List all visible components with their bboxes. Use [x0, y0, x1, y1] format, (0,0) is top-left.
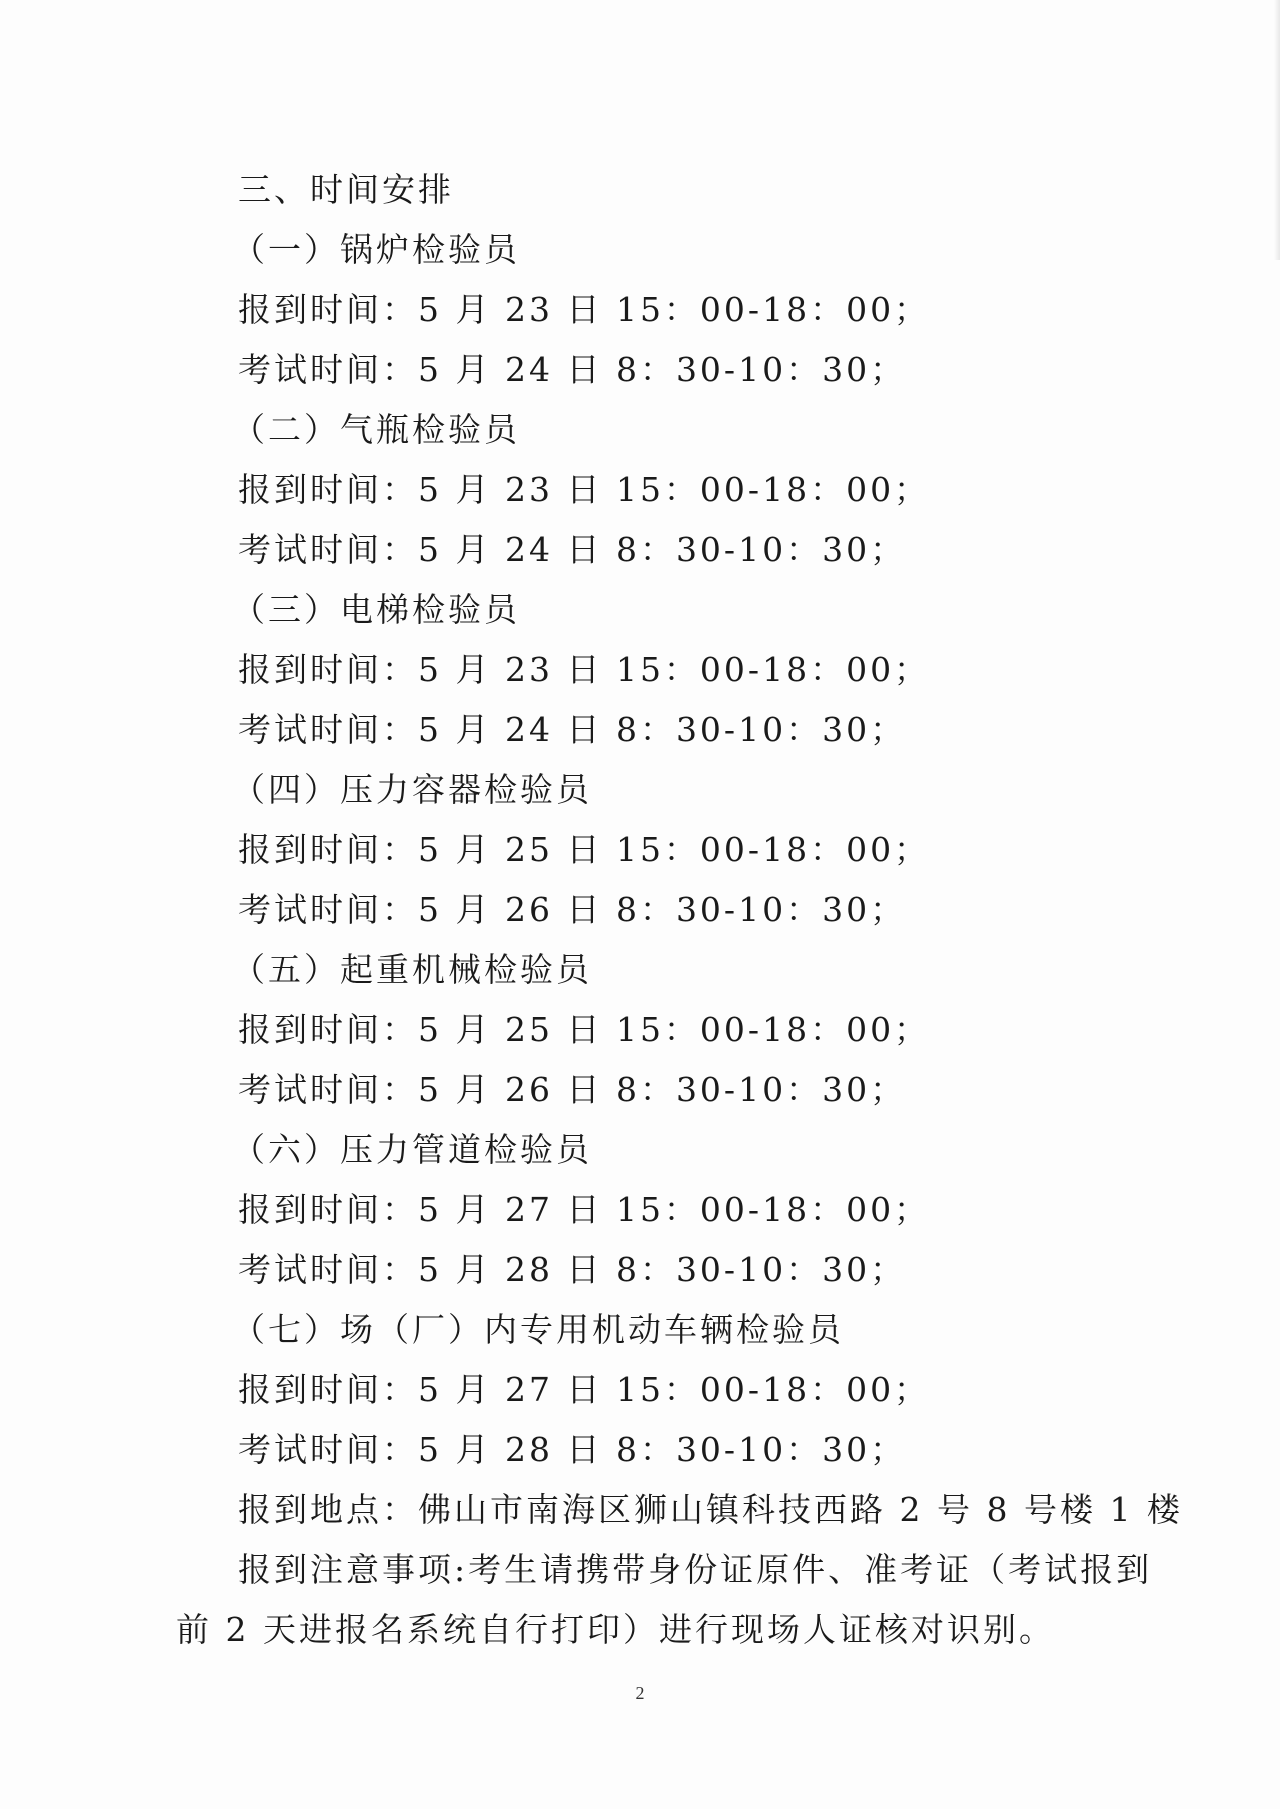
- group-heading: （六）压力管道检验员: [232, 1130, 592, 1169]
- schedule-group: [0, 1300, 1280, 1480]
- report-time: 报到时间：5 月 27 日 15：00-18：00；: [238, 1190, 931, 1229]
- report-time: 报到时间：5 月 23 日 15：00-18：00；: [238, 650, 931, 689]
- group-heading: （四）压力容器检验员: [232, 770, 592, 809]
- notice-line-2: 前 2 天进报名系统自行打印）进行现场人证核对识别。: [176, 1610, 1055, 1649]
- report-time: 报到时间：5 月 27 日 15：00-18：00；: [238, 1370, 931, 1409]
- report-location: 报到地点：佛山市南海区狮山镇科技西路 2 号 8 号楼 1 楼: [238, 1490, 1183, 1529]
- report-time: 报到时间：5 月 23 日 15：00-18：00；: [238, 470, 931, 509]
- group-heading: （七）场（厂）内专用机动车辆检验员: [232, 1310, 844, 1349]
- schedule-group: [0, 760, 1280, 940]
- exam-time: 考试时间：5 月 26 日 8：30-10：30；: [238, 890, 907, 929]
- exam-time: 考试时间：5 月 28 日 8：30-10：30；: [238, 1430, 907, 1469]
- schedule-group: [0, 940, 1280, 1120]
- group-heading: （五）起重机械检验员: [232, 950, 592, 989]
- page-number: 2: [635, 1683, 645, 1703]
- exam-time: 考试时间：5 月 28 日 8：30-10：30；: [238, 1250, 907, 1289]
- report-time: 报到时间：5 月 25 日 15：00-18：00；: [238, 1010, 931, 1049]
- exam-time: 考试时间：5 月 24 日 8：30-10：30；: [238, 530, 907, 569]
- group-heading: （三）电梯检验员: [232, 590, 520, 629]
- report-time: 报到时间：5 月 25 日 15：00-18：00；: [238, 830, 931, 869]
- exam-time: 考试时间：5 月 26 日 8：30-10：30；: [238, 1070, 907, 1109]
- group-heading: （二）气瓶检验员: [232, 410, 520, 449]
- group-heading: （一）锅炉检验员: [232, 230, 520, 269]
- schedule-group: [0, 1120, 1280, 1300]
- exam-time: 考试时间：5 月 24 日 8：30-10：30；: [238, 350, 907, 389]
- section-title: 三、时间安排: [238, 170, 454, 209]
- notice-line-1: 报到注意事项:考生请携带身份证原件、准考证（考试报到: [238, 1550, 1153, 1589]
- schedule-group: [0, 400, 1280, 580]
- report-time: 报到时间：5 月 23 日 15：00-18：00；: [238, 290, 931, 329]
- schedule-group: [0, 220, 1280, 400]
- exam-time: 考试时间：5 月 24 日 8：30-10：30；: [238, 710, 907, 749]
- schedule-group: [0, 580, 1280, 760]
- document-body: [0, 160, 1280, 1660]
